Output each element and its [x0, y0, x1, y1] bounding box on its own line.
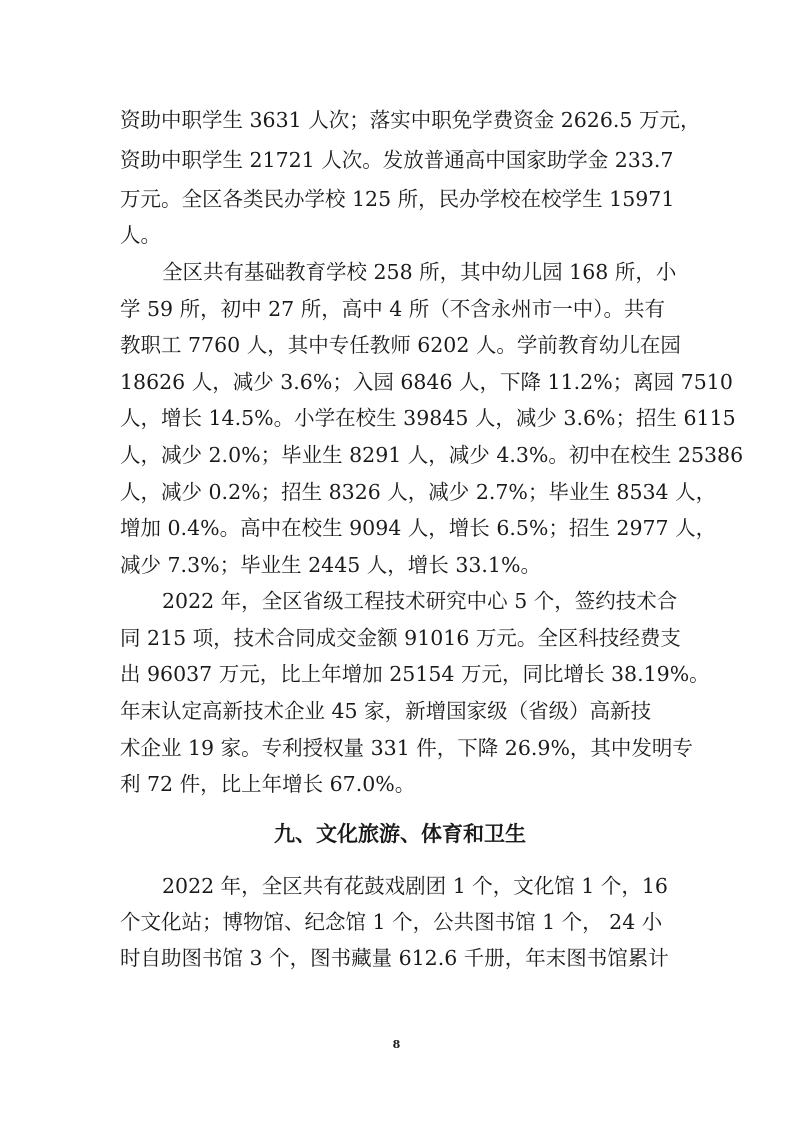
paragraph-2-line-3: 教职工 7760 人，其中专任教师 6202 人。学前教育幼儿在园: [120, 333, 681, 357]
paragraph-3-line-6: 利 72 件，比上年增长 67.0%。: [120, 772, 416, 796]
paragraph-4-line-2: 个文化站；博物馆、纪念馆 1 个，公共图书馆 1 个， 24 小: [120, 910, 663, 934]
section-heading: 九、文化旅游、体育和卫生: [274, 822, 526, 846]
paragraph-1-line-4: 人。: [120, 223, 161, 247]
paragraph-2-line-7: 人，减少 0.2%；招生 8326 人，减少 2.7%；毕业生 8534 人，: [120, 480, 717, 504]
paragraph-3-line-3: 出 96037 万元，比上年增加 25154 万元，同比增长 38.19%。: [120, 662, 710, 686]
paragraph-2-line-4: 18626 人，减少 3.6%；入园 6846 人，下降 11.2%；离园 7510: [120, 370, 733, 394]
paragraph-2-line-5: 人，增长 14.5%。小学在校生 39845 人，减少 3.6%；招生 6115: [120, 406, 736, 430]
page-number: 8: [392, 1038, 401, 1051]
paragraph-3-line-5: 术企业 19 家。专利授权量 331 件，下降 26.9%，其中发明专: [120, 736, 693, 760]
paragraph-1-line-3: 万元。全区各类民办学校 125 所，民办学校在校学生 15971: [120, 187, 675, 211]
paragraph-2-line-6: 人，减少 2.0%；毕业生 8291 人，减少 4.3%。初中在校生 25386: [120, 443, 744, 467]
paragraph-2-line-9: 减少 7.3%；毕业生 2445 人，增长 33.1%。: [120, 553, 541, 577]
paragraph-3-line-1: 2022 年，全区省级工程技术研究中心 5 个，签约技术合: [162, 589, 678, 613]
paragraph-2-line-1: 全区共有基础教育学校 258 所，其中幼儿园 168 所，小: [162, 260, 677, 284]
paragraph-4-line-1: 2022 年，全区共有花鼓戏剧团 1 个，文化馆 1 个，16: [162, 874, 668, 898]
paragraph-1-line-2: 资助中职学生 21721 人次。发放普通高中国家助学金 233.7: [120, 148, 674, 172]
paragraph-2-line-8: 增加 0.4%。高中在校生 9094 人，增长 6.5%；招生 2977 人，: [120, 516, 717, 540]
paragraph-2-line-2: 学 59 所，初中 27 所，高中 4 所（不含永州市一中）。共有: [120, 297, 666, 321]
paragraph-4-line-3: 时自助图书馆 3 个，图书藏量 612.6 千册，年末图书馆累计: [120, 946, 669, 970]
paragraph-1-line-1: 资助中职学生 3631 人次；落实中职免学费资金 2626.5 万元，: [120, 108, 701, 132]
paragraph-3-line-2: 同 215 项，技术合同成交金额 91016 万元。全区科技经费支: [120, 626, 681, 650]
paragraph-3-line-4: 年末认定高新技术企业 45 家，新增国家级（省级）高新技: [120, 699, 652, 723]
